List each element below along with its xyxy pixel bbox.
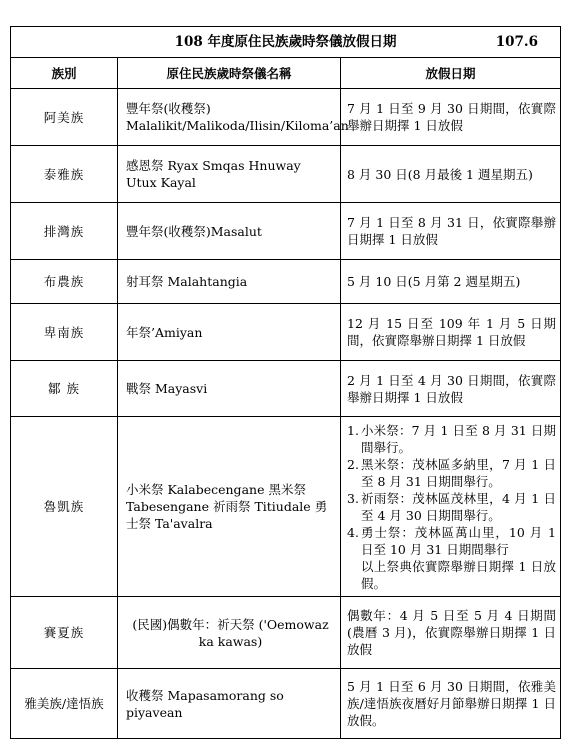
table-row [11, 203, 561, 260]
schedule-note: 以上祭典依實際舉辦日期擇 1 日放假。 [361, 558, 557, 591]
date-cell [341, 417, 561, 597]
date-cell: 偶數年：4 月 5 日至 5 月 4 日期間(農曆 3 月)，依實際舉辦日期擇 1 日放假 [341, 597, 561, 669]
ceremony-line: 年祭’Amiyan [126, 324, 203, 340]
ceremony-cell [118, 417, 341, 597]
date-cell: 5 月 1 日至 6 月 30 日期間，依雅美族/達悟族夜曆好月節舉辦日期擇 1 日放假。 [341, 669, 561, 739]
ceremony-line: 豐年祭(收穫祭) [126, 101, 211, 116]
tribe-cell: 布農族 [11, 260, 118, 304]
tribe-cell: 阿美族 [11, 89, 118, 146]
tribe-cell: 排灣族 [11, 203, 118, 260]
table-row [11, 146, 561, 203]
date-cell: 7 月 1 日至 9 月 30 日期間，依實際舉辦日期擇 1 日放假 [341, 89, 561, 146]
date-cell: 7 月 1 日至 8 月 31 日，依實際舉辦日期擇 1 日放假 [341, 203, 561, 260]
ceremony-cell [118, 597, 341, 669]
ceremony-cell [118, 203, 341, 260]
ceremony-cell [118, 89, 349, 146]
ceremony-line: 收穫祭 Mapasamorang so piyavean [126, 687, 284, 720]
ceremony-cell [118, 669, 341, 739]
title-cell [11, 27, 561, 58]
ceremony-line: (民國)偶數年：祈天祭 [132, 616, 255, 632]
document-title: 108 年度原住民族歲時祭儀放假日期 [174, 33, 397, 50]
table-row [11, 89, 561, 146]
table-row [11, 669, 561, 739]
holiday-table [10, 26, 561, 739]
ceremony-line: 感恩祭 [126, 158, 164, 173]
ceremony-line: 小米祭 Kalabecengane [126, 482, 265, 497]
ceremony-line: 射耳祭 Malahtangia [126, 274, 248, 289]
ceremony-cell [118, 260, 341, 304]
tribe-cell: 卑南族 [11, 304, 118, 361]
ceremony-line: 黑米祭 Tabesengane [126, 482, 306, 514]
list-item: 4. 勇士祭：茂林區萬山里，10 月 1 日至 10 月 31 日期間舉行 [347, 524, 557, 557]
title-row [11, 27, 561, 58]
ceremony-line: ('Oemowaz ka kawas) [198, 616, 329, 649]
table-row [11, 304, 561, 361]
header-tribe: 族別 [11, 58, 118, 89]
ceremony-line: 豐年祭(收穫祭)Masalut [126, 223, 262, 239]
ceremony-cell [118, 304, 341, 361]
list-item: 3. 祈雨祭：茂林區茂林里，4 月 1 日至 4 月 30 日期間舉行。 [347, 490, 557, 523]
ceremony-line: 戰祭 Mayasvi [126, 381, 208, 396]
date-cell: 5 月 10 日(5 月第 2 週星期五) [341, 260, 561, 304]
document-date: 107.6 [495, 34, 539, 50]
ceremony-line: Ryax Smqas Hnuway Utux Kayal [126, 158, 301, 190]
header-date: 放假日期 [341, 58, 561, 89]
ceremony-cell [118, 146, 341, 203]
header-ceremony: 原住民族歲時祭儀名稱 [118, 58, 341, 89]
table-row [11, 417, 561, 597]
date-cell: 8 月 30 日(8 月最後 1 週星期五) [341, 146, 561, 203]
tribe-cell: 魯凱族 [11, 417, 118, 597]
ceremony-line: Malalikit/Malikoda/Ilisin/Kiloma’an [126, 118, 349, 133]
tribe-cell: 賽夏族 [11, 597, 118, 669]
ceremony-cell [118, 361, 341, 417]
date-cell: 12 月 15 日至 109 年 1 月 5 日期間，依實際舉辦日期擇 1 日放假 [341, 304, 561, 361]
table-row [11, 260, 561, 304]
list-item: 2. 黑米祭：茂林區多納里，7 月 1 日至 8 月 31 日期間舉行。 [347, 456, 557, 489]
date-cell: 2 月 1 日至 4 月 30 日期間，依實際舉辦日期擇 1 日放假 [341, 361, 561, 417]
header-row [11, 58, 561, 89]
table-row [11, 361, 561, 417]
tribe-cell: 泰雅族 [11, 146, 118, 203]
list-item: 1. 小米祭：7 月 1 日至 8 月 31 日期間舉行。 [347, 422, 557, 455]
ceremony-schedule-list [347, 422, 556, 558]
ceremony-line: 勇士祭 Ta'avalra [126, 499, 328, 531]
tribe-cell: 鄒 族 [11, 361, 118, 417]
tribe-cell: 雅美族/達悟族 [11, 669, 118, 739]
ceremony-line: 祈雨祭 Titiudale [212, 499, 311, 514]
table-row [11, 597, 561, 669]
